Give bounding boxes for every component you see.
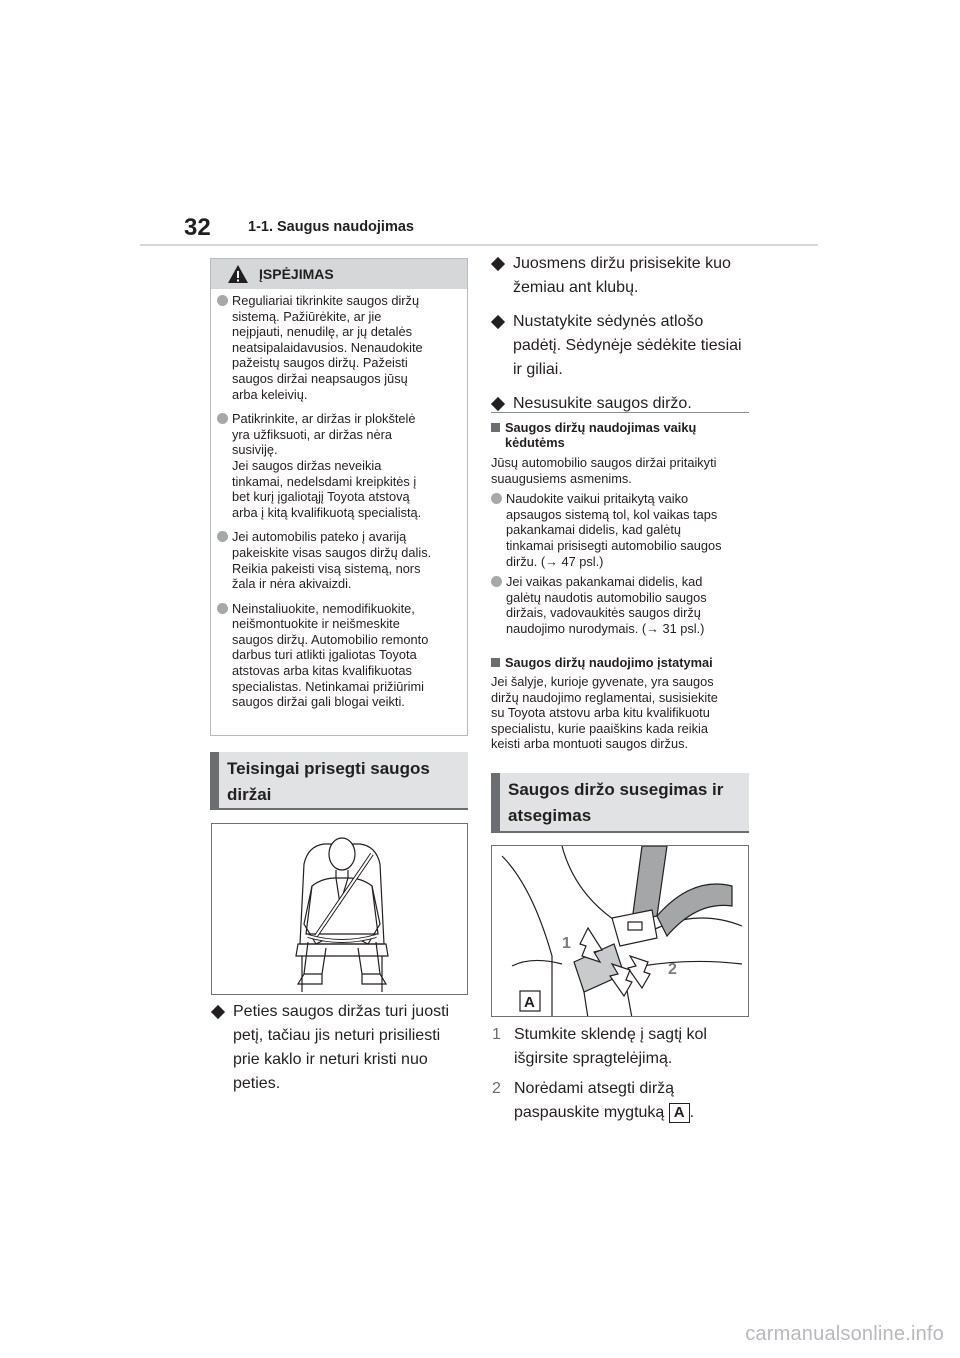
step-item [492,1023,752,1071]
section-title: 1-1. Saugus naudojimas [248,219,414,235]
subsection-title-text: Saugos diržų naudojimas vaikų kėdutėms [505,420,697,450]
list-item-text: Naudokite vaikui pritaikytą vaiko apsaugos sistemą tol, kol vaikas taps pakankamai didelis, kad galėtų tinkamai prisisegti automobilio saugos diržu. (→ 47 psl.) [506,491,722,569]
divider [491,412,749,413]
warning-item [217,601,461,710]
step-number: 1 [492,1026,501,1043]
list-item-text: Juosmens diržu prisisekite kuo žemiau ant klubų. [513,255,731,296]
subsection-title-text: Saugos diržų naudojimo įstatymai [505,655,713,670]
figure-label-2: 2 [668,961,677,978]
shoulder-belt-note [213,1000,469,1096]
warning-list [211,293,467,719]
watermark: carmanualsonline.info [745,1323,944,1345]
list-item [493,310,751,382]
list-item-text: Jei vaikas pakankamai didelis, kad galėtų naudotis automobilio saugos diržais, vadovaukitės saugos diržų naudojimo nurodymais. (→ 31 psl.) [506,574,707,636]
list-item [491,574,753,636]
section-header-fastening-unfastening: Saugos diržo susegimas ir atsegimas [491,773,749,831]
seatbelt-posture-icon [212,824,468,995]
seatbelt-buckle-icon [492,846,749,1017]
subsection-title [491,420,753,450]
button-a-label: A [669,1103,690,1123]
warning-header [211,259,467,289]
bullet-icon [217,295,228,306]
list-item [491,491,753,569]
square-bullet-icon [491,658,500,667]
paragraph: Jei šalyje, kurioje gyvenate, yra saugos diržų naudojimo reglamentai, susisiekite su Toyota atstovu arba kitu kvalifikuotu specialistu, kurie paaiškins kada reikia keisti arba montuoti saugos diržus. [491,674,718,752]
bullet-icon [217,413,228,424]
list-item-text: Nustatykite sėdynės atlošo padėtį. Sėdynėje sėdėkite tiesiai ir giliai. [513,313,742,378]
section-divider [491,831,749,833]
figure-label-1: 1 [562,935,571,952]
paragraph: Jūsų automobilio saugos diržai pritaikyti suaugusiems asmenims. [491,455,717,486]
list-item-text: Nesusukite saugos diržo. [513,395,692,412]
step-item [492,1077,752,1125]
list-item [213,1000,469,1096]
section-divider [210,808,468,810]
seated-person-illustration [211,823,468,995]
step-content [514,1077,694,1125]
list-item [493,252,751,300]
diamond-bullet-icon [491,315,505,329]
warning-text: Patikrinkite, ar diržas ir plokštelė yra užfiksuoti, ar diržas nėra susiviję. Jei saugos diržas neveikia tinkamai, nedelsdami kreipkitės į bet kurį įgaliotąjį Toyota atstovą arba į kitą kvalifikuotą specialistą. [232,411,422,520]
square-bullet-icon [491,423,500,432]
figure-label-a: A [524,994,535,1011]
warning-item [217,411,461,520]
warning-item [217,529,461,591]
buckle-illustration [491,845,749,1017]
section-header-correct-fastening: Teisingai prisegti saugos diržai [210,752,468,808]
buckle-steps [492,1023,752,1131]
page-number: 32 [184,214,211,241]
bullet-icon [491,493,502,504]
warning-text: Reguliariai tikrinkite saugos diržų sistemą. Pažiūrėkite, ar jie neįpjauti, nenudilę, ar jų detalės neatsipalaidavusios. Nenaudokite pažeistų saugos diržų. Pažeisti saugos diržai neapsaugos jūsų arba keleivių. [232,293,423,402]
diamond-bullet-icon [491,397,505,411]
step-number: 2 [492,1080,501,1097]
warning-title: ĮSPĖJIMAS [259,266,334,282]
bullet-icon [217,531,228,542]
diamond-bullet-icon [211,1005,225,1019]
seatbelt-law-section [491,655,753,752]
warning-icon [227,264,249,284]
warning-item [217,293,461,402]
fastening-tips-list [493,252,751,426]
step-text: Stumkite sklendę į sagtį kol išgirsite spragtelėjimą. [514,1026,707,1067]
diamond-bullet-icon [491,257,505,271]
header-divider [140,244,818,246]
warning-text: Neinstaliuokite, nemodifikuokite, neišmontuokite ir neišmeskite saugos diržų. Automobilio remonto darbus turi atlikti įgaliotas Toyota atstovas arba kitas kvalifikuotas specialistas. Netinkamai prižiūrimi saugos diržai gali blogai veikti. [232,600,429,710]
step-text: Norėdami atsegti diržą paspauskite mygtuką [514,1080,675,1121]
child-seat-section [491,420,753,637]
warning-text: Jei automobilis pateko į avariją pakeiskite visas saugos diržų dalis. Reikia pakeisti visą sistemą, nors žala ir nėra akivaizdi. [232,529,432,592]
subsection-title [491,655,753,670]
bullet-icon [217,603,228,614]
bullet-icon [491,576,502,587]
list-item-text: Peties saugos diržas turi juosti petį, tačiau jis neturi prisiliesti prie kaklo ir neturi kristi nuo peties. [233,1003,450,1092]
step-punctuation: . [689,1104,695,1121]
warning-box [210,258,468,736]
